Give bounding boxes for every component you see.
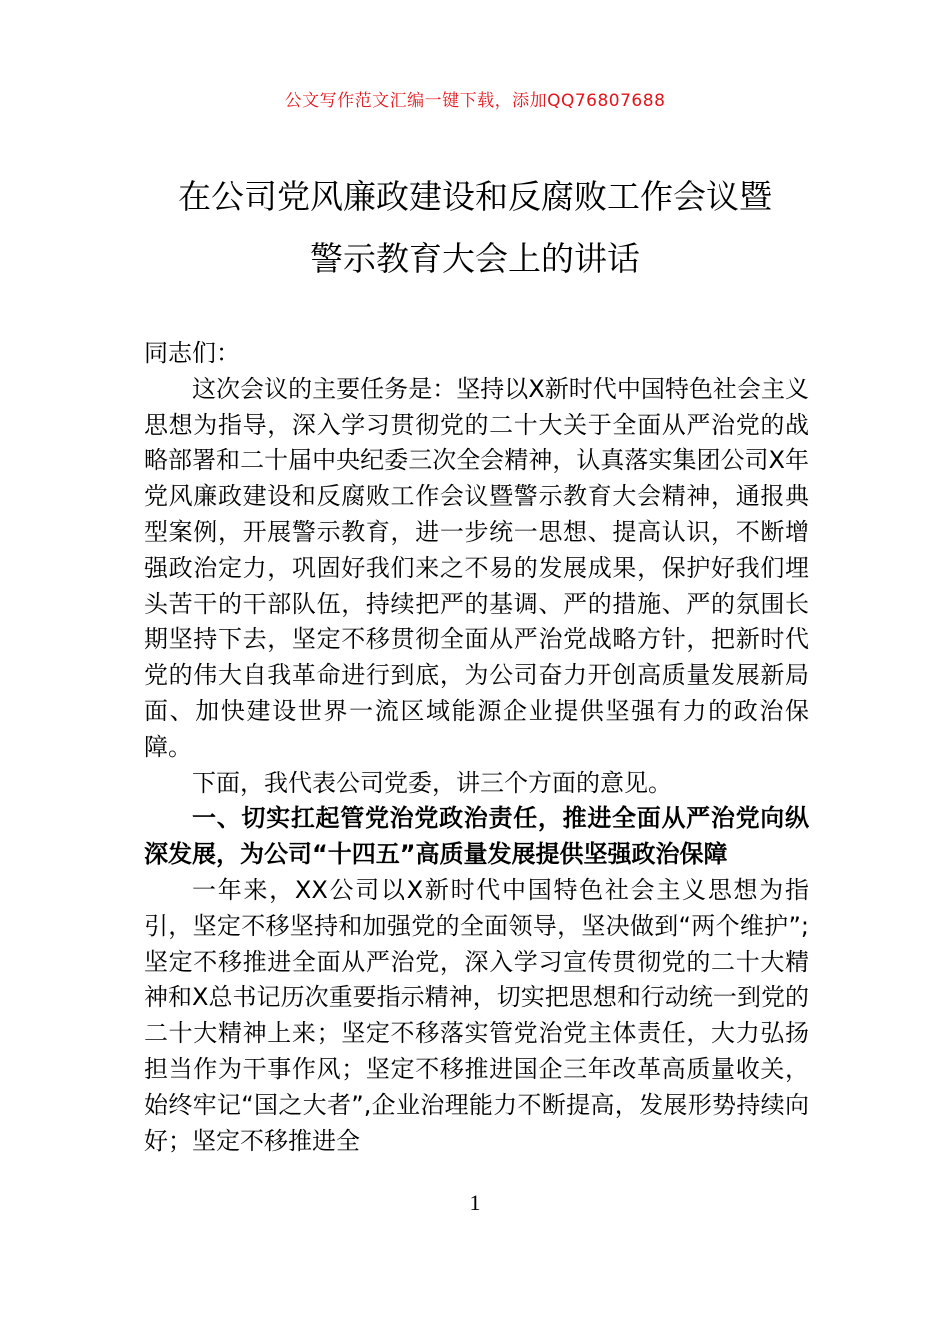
document-title — [110, 166, 840, 290]
header-download-note: 公文写作范文汇编一键下载，添加QQ76807688 — [284, 91, 666, 111]
page-number: 1 — [469, 1190, 481, 1215]
body-paragraph: 这次会议的主要任务是：坚持以X新时代中国特色社会主义思想为指导，深入学习贯彻党的二十大关于全面从严治党的战略部署和二十届中央纪委三次全会精神，认真落实集团公司X年党风廉政建设和反腐败工作会议暨警示教育大会精神，通报典型案例，开展警示教育，进一步统一思想、提高认识，不断增强政治定力，巩固好我们来之不易的发展成果，保护好我们埋头苦干的干部队伍，持续把严的基调、严的措施、严的氛围长期坚持下去，坚定不移贯彻全面从严治党战略方针，把新时代党的伟大自我革命进行到底，为公司奋力开创高质量发展新局面、加快建设世界一流区域能源企业提供坚强有力的政治保障。 — [144, 374, 809, 761]
document-body — [144, 336, 809, 1159]
salutation: 同志们： — [144, 339, 240, 367]
title-line-2: 警示教育大会上的讲话 — [310, 239, 640, 278]
section-heading: 一、切实扛起管党治党政治责任，推进全面从严治党向纵深发展，为公司“十四五”高质量发展提供坚强政治保障 — [144, 804, 809, 869]
body-paragraph: 下面，我代表公司党委，讲三个方面的意见。 — [192, 768, 672, 797]
title-line-1: 在公司党风廉政建设和反腐败工作会议暨 — [178, 177, 772, 216]
body-paragraph: 一年来，XX公司以X新时代中国特色社会主义思想为指引，坚定不移坚持和加强党的全面领导，坚决做到“两个维护”;坚定不移推进全面从严治党，深入学习宣传贯彻党的二十大精神和X总书记历次重要指示精神，切实把思想和行动统一到党的二十大精神上来；坚定不移落实管党治党主体责任，大力弘扬担当作为干事作风；坚定不移推进国企三年改革高质量收关，始终牢记“国之大者”,企业治理能力不断提高，发展形势持续向好；坚定不移推进全 — [144, 875, 809, 1155]
